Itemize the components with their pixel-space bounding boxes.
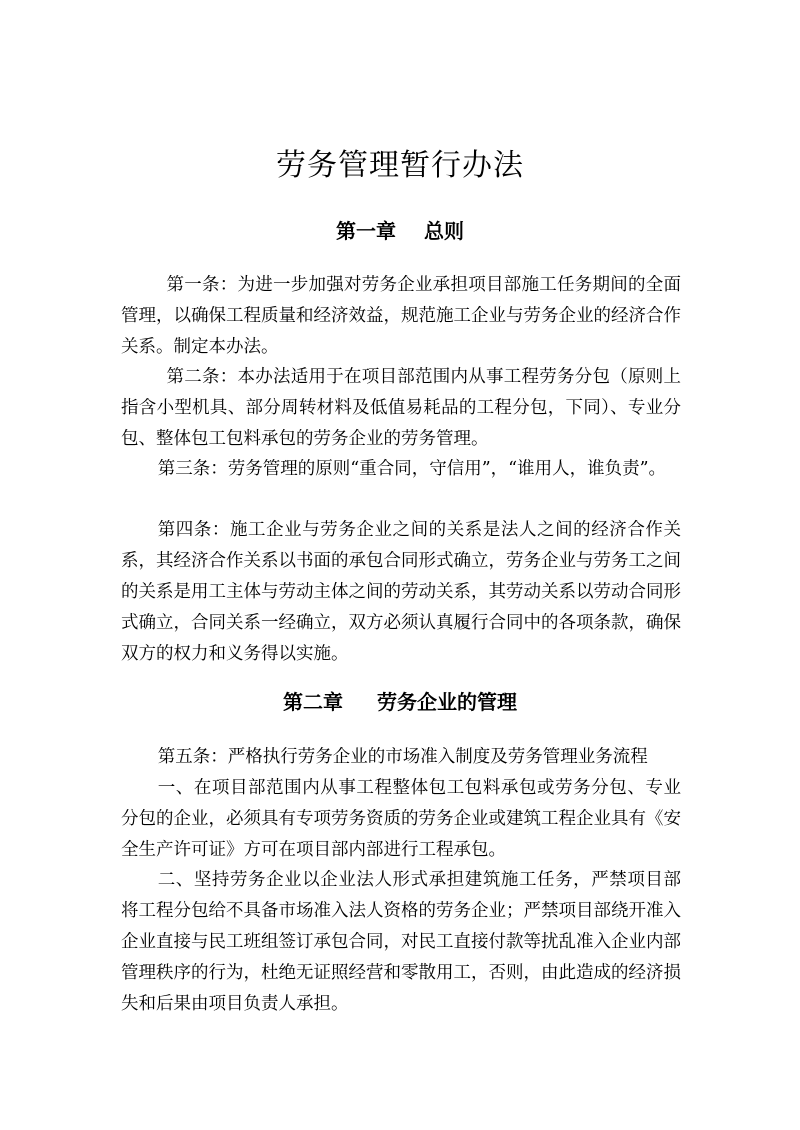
document-title: 劳务管理暂行办法 bbox=[276, 148, 524, 183]
chapter-1-name: 总则 bbox=[424, 219, 464, 243]
article-2: 第二条：本办法适用于在项目部范围内从事工程劳务分包（原则上指含小型机具、部分周转材料及低值易耗品的工程分包，下同）、专业分包、整体包工包料承包的劳务企业的劳务管理。 bbox=[121, 367, 681, 449]
chapter-1-heading bbox=[0, 215, 800, 244]
article-3: 第三条：劳务管理的原则“重合同，守信用”，“谁用人，谁负责”。 bbox=[157, 459, 667, 479]
chapter-1-label: 第一章 bbox=[336, 219, 396, 243]
article-1: 第一条：为进一步加强对劳务企业承担项目部施工任务期间的全面管理，以确保工程质量和经济效益，规范施工企业与劳务企业的经济合作关系。制定本办法。 bbox=[121, 275, 681, 357]
clause-2: 二、坚持劳务企业以企业法人形式承担建筑施工任务，严禁项目部将工程分包给不具备市场准入法人资格的劳务企业；严禁项目部绕开准入企业直接与民工班组签订承包合同，对民工直接付款等扰乱准入企业内部管理秩序的行为，杜绝无证照经营和零散用工，否则，由此造成的经济损失和后果由项目负责人承担。 bbox=[121, 870, 681, 1014]
chapter-2-heading bbox=[0, 686, 800, 715]
article-5: 第五条：严格执行劳务企业的市场准入制度及劳务管理业务流程 bbox=[157, 747, 648, 767]
clause-1: 一、在项目部范围内从事工程整体包工包料承包或劳务分包、专业分包的企业，必须具有专项劳务资质的劳务企业或建筑工程企业具有《安全生产许可证》方可在项目部内部进行工程承包。 bbox=[121, 778, 681, 860]
article-4: 第四条：施工企业与劳务企业之间的关系是法人之间的经济合作关系，其经济合作关系以书面的承包合同形式确立，劳务企业与劳务工之间的关系是用工主体与劳动主体之间的劳动关系，其劳动关系以劳动合同形式确立，合同关系一经确立，双方必须认真履行合同中的各项条款，确保双方的权力和义务得以实施。 bbox=[121, 520, 681, 664]
chapter-2-name: 劳务企业的管理 bbox=[377, 690, 517, 714]
chapter-2-label: 第二章 bbox=[283, 690, 343, 714]
